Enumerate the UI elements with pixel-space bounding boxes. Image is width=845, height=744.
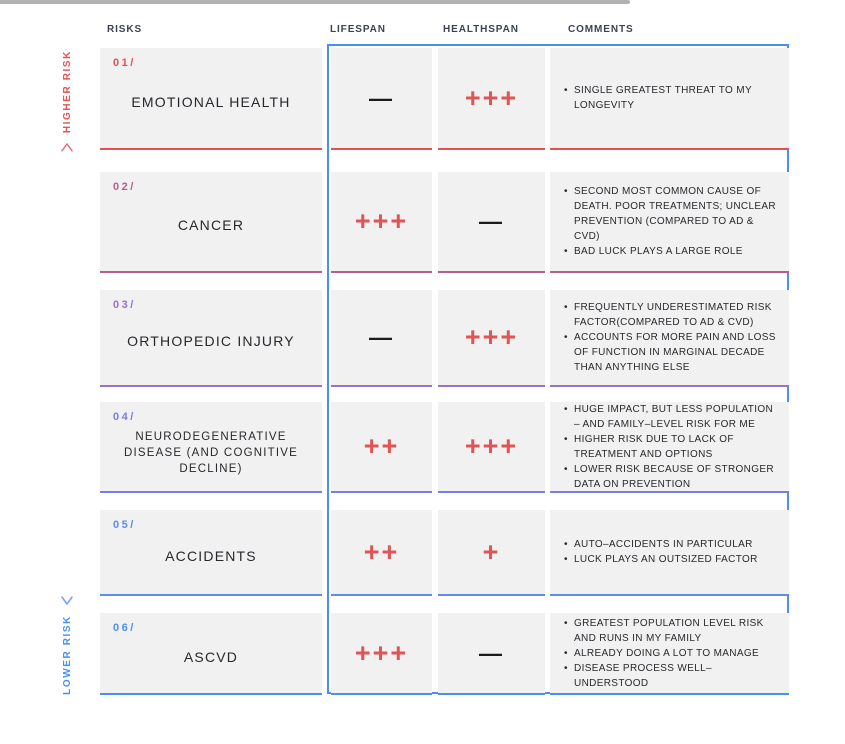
table-row xyxy=(100,290,789,387)
healthspan-score: +++ xyxy=(464,322,519,352)
comments-cell xyxy=(550,613,789,695)
lifespan-cell xyxy=(331,510,432,596)
comments-list xyxy=(550,294,789,381)
column-header-lifespan: LIFESPAN xyxy=(330,24,386,35)
risk-cell xyxy=(100,613,322,695)
healthspan-score: +++ xyxy=(464,431,519,461)
comment-item: • HIGHER RISK DUE TO LACK OF TREATMENT AND OPTIONS xyxy=(564,432,781,462)
healthspan-cell xyxy=(438,613,545,695)
risk-title: ASCVD xyxy=(183,648,239,665)
risk-number: 03/ xyxy=(113,299,136,311)
lifespan-cell xyxy=(331,613,432,695)
healthspan-cell xyxy=(438,510,545,596)
window-edge-bar xyxy=(0,0,630,4)
risk-title: CANCER xyxy=(177,217,245,233)
table-row xyxy=(100,613,789,695)
risk-cell xyxy=(100,48,322,150)
healthspan-cell xyxy=(438,172,545,273)
comment-item: • AUTO–ACCIDENTS IN PARTICULAR xyxy=(564,537,758,552)
risk-gradient-arrow xyxy=(59,141,75,607)
risk-cell xyxy=(100,402,322,493)
risk-number: 02/ xyxy=(113,181,136,193)
lifespan-score: ++ xyxy=(363,536,400,567)
risk-axis xyxy=(54,50,80,695)
comments-list xyxy=(550,531,766,573)
lower-risk-label: LOWER RISK xyxy=(61,615,73,695)
comment-item: • LUCK PLAYS AN OUTSIZED FACTOR xyxy=(564,552,758,567)
lifespan-cell xyxy=(331,402,432,493)
comments-cell xyxy=(550,172,789,273)
comments-list xyxy=(550,610,789,697)
risk-number: 01/ xyxy=(113,57,136,69)
table-row xyxy=(100,172,789,273)
comment-item: • LOWER RISK BECAUSE OF STRONGER DATA ON PREVENTION xyxy=(564,462,781,492)
comment-item: • ACCOUNTS FOR MORE PAIN AND LOSS OF FUNCTION IN MARGINAL DECADE THAN ANYTHING ELSE xyxy=(564,330,781,375)
comments-cell xyxy=(550,48,789,150)
risk-title: ORTHOPEDIC INJURY xyxy=(127,333,295,349)
lifespan-cell xyxy=(331,48,432,150)
column-header-healthspan: HEALTHSPAN xyxy=(443,24,519,35)
column-header-comments: COMMENTS xyxy=(568,24,634,35)
lifespan-score: — xyxy=(369,84,394,111)
table-row xyxy=(100,402,789,493)
comment-item: • DISEASE PROCESS WELL–UNDERSTOOD xyxy=(564,661,781,691)
healthspan-score: + xyxy=(482,536,501,567)
higher-risk-label: HIGHER RISK xyxy=(61,50,73,134)
lifespan-cell xyxy=(331,290,432,387)
healthspan-score: — xyxy=(479,639,504,666)
comment-item: • ALREADY DOING A LOT TO MANAGE xyxy=(564,646,781,661)
comment-item: • HUGE IMPACT, BUT LESS POPULATION – AND FAMILY–LEVEL RISK FOR ME xyxy=(564,402,781,432)
comment-item: • SINGLE GREATEST THREAT TO MY LONGEVITY xyxy=(564,83,781,113)
comment-item: • BAD LUCK PLAYS A LARGE ROLE xyxy=(564,244,781,259)
comments-cell xyxy=(550,290,789,387)
lifespan-cell xyxy=(331,172,432,273)
risk-cell xyxy=(100,510,322,596)
risk-title: ACCIDENTS xyxy=(165,547,257,564)
healthspan-cell xyxy=(438,402,545,493)
risk-number: 06/ xyxy=(113,622,136,634)
lifespan-score: — xyxy=(369,324,394,350)
risk-title: EMOTIONAL HEALTH xyxy=(131,93,291,110)
risk-cell xyxy=(100,290,322,387)
comments-list xyxy=(550,178,789,265)
table-row xyxy=(100,510,789,596)
lifespan-score: ++ xyxy=(363,431,400,461)
comments-cell xyxy=(550,510,789,596)
comment-item: • GREATEST POPULATION LEVEL RISK AND RUNS IN MY FAMILY xyxy=(564,616,781,646)
healthspan-score: +++ xyxy=(464,82,519,113)
risk-number: 05/ xyxy=(113,519,136,531)
table-row xyxy=(100,48,789,150)
comments-list xyxy=(550,396,789,498)
healthspan-score: — xyxy=(479,208,504,234)
comments-list xyxy=(550,77,789,119)
healthspan-cell xyxy=(438,290,545,387)
lifespan-score: +++ xyxy=(354,206,409,236)
column-header-risks: RISKS xyxy=(107,24,143,35)
lifespan-score: +++ xyxy=(354,637,409,668)
table-rows xyxy=(100,48,789,695)
comment-item: • FREQUENTLY UNDERESTIMATED RISK FACTOR(COMPARED TO AD & CVD) xyxy=(564,300,781,330)
healthspan-cell xyxy=(438,48,545,150)
comment-item: • SECOND MOST COMMON CAUSE OF DEATH. POOR TREATMENTS; UNCLEAR PREVENTION (COMPARED TO AD & CVD) xyxy=(564,184,781,244)
risk-number: 04/ xyxy=(113,411,136,423)
risk-cell xyxy=(100,172,322,273)
risk-title: NEURODEGENERATIVE DISEASE (AND COGNITIVE DECLINE) xyxy=(123,430,298,475)
comments-cell xyxy=(550,402,789,493)
